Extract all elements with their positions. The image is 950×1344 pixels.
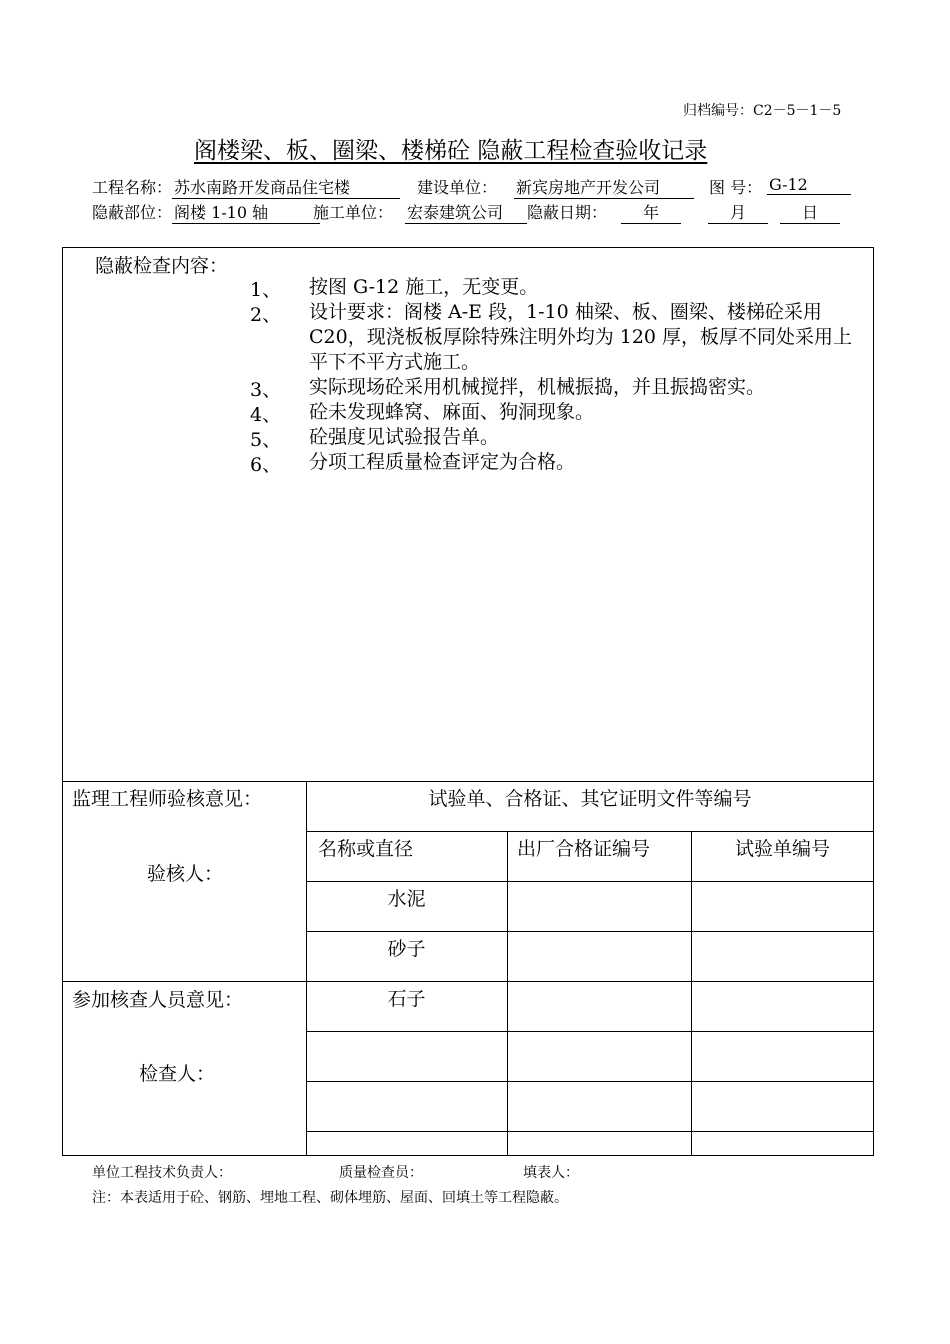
section-divider: [63, 781, 874, 782]
builder-value: 新宾房地产开发公司: [514, 175, 694, 199]
project-name-value: 苏水南路开发商品住宅楼: [172, 175, 400, 199]
hidden-part-label: 隐蔽部位：: [92, 203, 173, 222]
item-number: 3、: [250, 379, 282, 401]
column-divider: [691, 831, 692, 1156]
row-divider: [306, 931, 874, 932]
date-month: 月: [708, 200, 768, 224]
column-header-test-report: 试验单编号: [734, 838, 830, 860]
tech-lead-label: 单位工程技术负责人：: [92, 1165, 232, 1181]
archive-number: 归档编号：C2－5－1－5: [683, 103, 842, 119]
date-label: 隐蔽日期：: [527, 203, 608, 222]
row-divider: [306, 881, 874, 882]
left-divider: [63, 981, 306, 982]
contractor-value: 宏泰建筑公司: [405, 200, 527, 224]
table-row-material: 水泥: [387, 888, 426, 910]
item-text: 设计要求：阁楼 A-E 段，1-10 柚梁、板、圈梁、楼梯砼采用 C20，现浇板板厚除特殊注明外均为 120 厚，板厚不同处采用上平下不平方式施工。: [309, 301, 853, 373]
item-text: 按图 G-12 施工，无变更。: [309, 276, 539, 298]
page-title: 阁楼梁、板、圈梁、楼梯砼 隐蔽工程检查验收记录: [194, 138, 708, 164]
column-header-certificate: 出厂合格证编号: [517, 838, 651, 860]
table-row-material: 砂子: [387, 938, 426, 960]
date-day: 日: [780, 200, 840, 224]
drawing-label: 图 号：: [709, 178, 763, 197]
item-text: 砼未发现蜂窝、麻面、狗洞现象。: [309, 401, 595, 423]
column-divider: [507, 831, 508, 1156]
table-row-material: 石子: [387, 988, 426, 1010]
reviewer-label: 验核人：: [147, 863, 224, 885]
date-year: 年: [621, 200, 681, 224]
filler-label: 填表人：: [523, 1165, 579, 1181]
row-divider: [306, 1081, 874, 1082]
participants-opinion-label: 参加核查人员意见：: [72, 989, 244, 1011]
quality-inspector-label: 质量检查员：: [339, 1165, 423, 1181]
item-text: 分项工程质量检查评定为合格。: [309, 451, 576, 473]
row-divider: [306, 831, 874, 832]
supervisor-opinion-label: 监理工程师验核意见：: [72, 788, 263, 810]
item-number: 1、: [250, 279, 282, 301]
row-divider: [306, 981, 874, 982]
project-name-label: 工程名称：: [92, 178, 173, 197]
item-text: 砼强度见试验报告单。: [309, 426, 500, 448]
hidden-part-value: 阁楼 1-10 轴: [172, 200, 320, 224]
item-number: 5、: [250, 429, 282, 451]
materials-section-title: 试验单、合格证、其它证明文件等编号: [428, 788, 752, 810]
inspector-label: 检查人：: [139, 1063, 216, 1085]
content-heading: 隐蔽检查内容：: [95, 255, 229, 277]
row-divider: [306, 1031, 874, 1032]
drawing-value: G-12: [767, 175, 851, 195]
row-divider: [306, 1131, 874, 1132]
column-header-name: 名称或直径: [318, 838, 414, 860]
item-number: 2、: [250, 304, 282, 326]
footnote: 注：本表适用于砼、钢筋、埋地工程、砌体埋筋、屋面、回填土等工程隐蔽。: [92, 1190, 568, 1206]
inspection-table: [62, 247, 874, 1156]
item-number: 4、: [250, 404, 282, 426]
column-divider: [306, 781, 307, 1156]
item-number: 6、: [250, 454, 282, 476]
contractor-label: 施工单位：: [313, 203, 394, 222]
builder-label: 建设单位：: [417, 178, 498, 197]
item-text: 实际现场砼采用机械搅拌，机械振捣，并且振捣密实。: [309, 376, 766, 398]
